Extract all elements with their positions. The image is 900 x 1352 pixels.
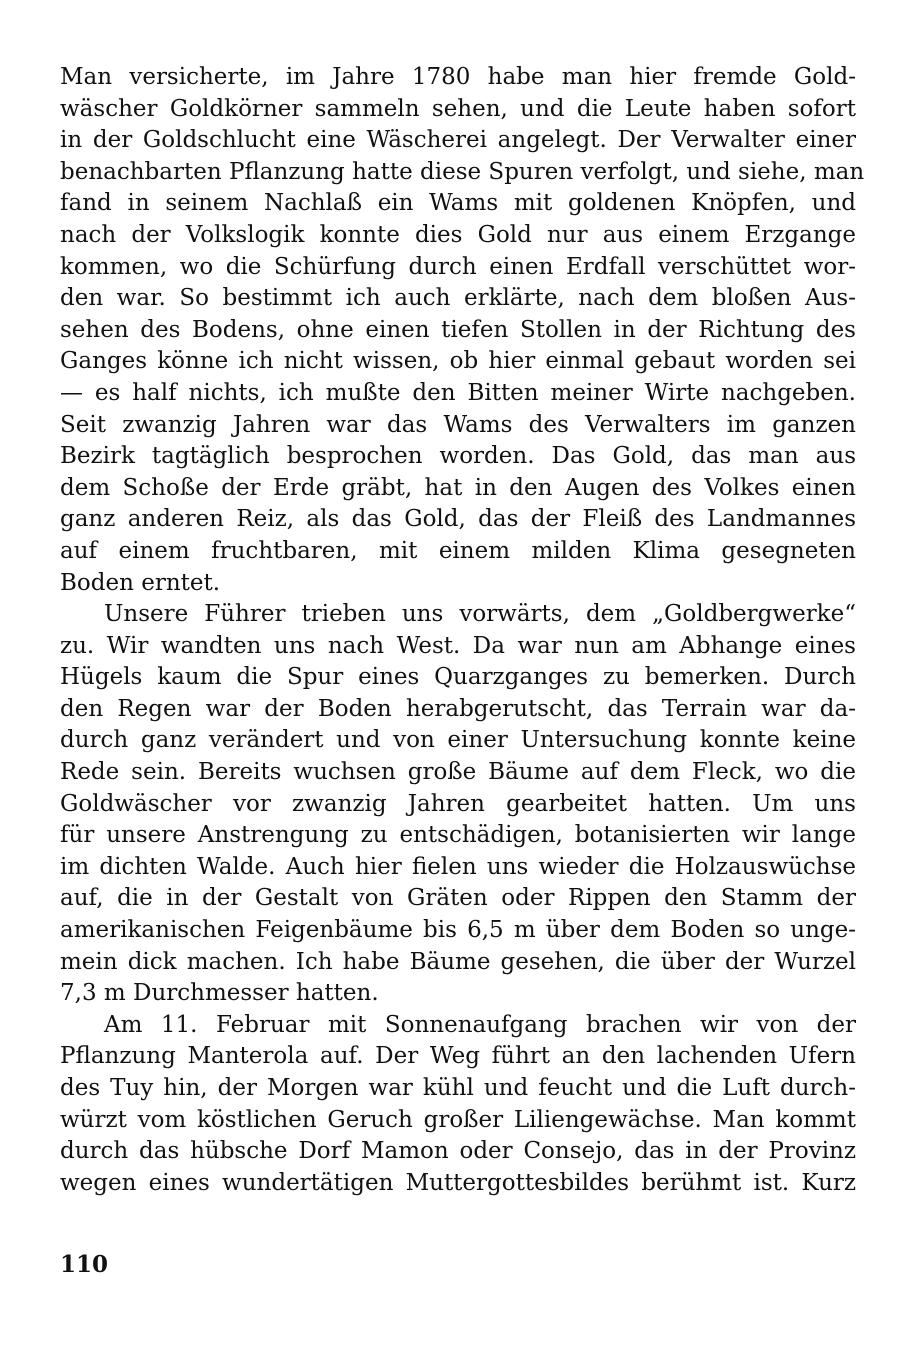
- text-line: sehen des Bodens, ohne einen tiefen Stollen in der Richtung des: [60, 316, 856, 343]
- text-line: den war. So bestimmt ich auch erklärte, nach dem bloßen Aus-: [60, 285, 856, 312]
- text-line: im dichten Walde. Auch hier fielen uns wieder die Holzauswüchse: [60, 853, 856, 880]
- text-line: durch das hübsche Dorf Mamon oder Consejo, das in der Provinz: [60, 1138, 856, 1165]
- text-line: dem Schoße der Erde gräbt, hat in den Augen des Volkes einen: [60, 474, 856, 501]
- text-line: nach der Volkslogik konnte dies Gold nur aus einem Erzgange: [60, 221, 856, 248]
- text-line: für unsere Anstrengung zu entschädigen, botanisierten wir lange: [60, 822, 856, 849]
- body-text: [60, 62, 865, 1199]
- text-line: Goldwäscher vor zwanzig Jahren gearbeitet hatten. Um uns: [60, 790, 856, 817]
- text-line: auf, die in der Gestalt von Gräten oder Rippen den Stamm der: [60, 885, 856, 912]
- paragraph-start-line: Am 11. Februar mit Sonnenaufgang brachen wir von der: [104, 1011, 856, 1038]
- text-line: wegen eines wundertätigen Muttergottesbildes berühmt ist. Kurz: [60, 1169, 856, 1196]
- text-line: in der Goldschlucht eine Wäscherei angelegt. Der Verwalter einer: [60, 127, 856, 154]
- text-line: Rede sein. Bereits wuchsen große Bäume auf dem Fleck, wo die: [60, 759, 856, 786]
- paragraph-end-line: Boden erntet.: [60, 569, 221, 596]
- text-line: — es half nichts, ich mußte den Bitten meiner Wirte nachgeben.: [60, 379, 856, 406]
- paragraph-start-line: Unsere Führer trieben uns vorwärts, dem „Goldbergwerke“: [104, 601, 856, 628]
- text-line: fand in seinem Nachlaß ein Wams mit goldenen Knöpfen, und: [60, 190, 856, 217]
- text-line: wäscher Goldkörner sammeln sehen, und die Leute haben sofort: [60, 95, 856, 122]
- text-line: des Tuy hin, der Morgen war kühl und feucht und die Luft durch-: [60, 1075, 856, 1101]
- text-line: benachbarten Pflanzung hatte diese Spuren verfolgt, und siehe, man: [60, 158, 865, 185]
- paragraph-end-line: 7,3 m Durchmesser hatten.: [60, 980, 379, 1007]
- text-line: Pflanzung Manterola auf. Der Weg führt an den lachenden Ufern: [60, 1043, 856, 1070]
- text-line: durch ganz verändert und von einer Untersuchung konnte keine: [60, 727, 856, 754]
- text-line: Ganges könne ich nicht wissen, ob hier einmal gebaut worden sei: [60, 348, 856, 375]
- text-line: den Regen war der Boden herabgerutscht, das Terrain war da-: [60, 695, 856, 722]
- text-line: auf einem fruchtbaren, mit einem milden Klima gesegneten: [60, 537, 856, 564]
- text-line: würzt vom köstlichen Geruch großer Liliengewächse. Man kommt: [60, 1106, 856, 1133]
- text-line: Seit zwanzig Jahren war das Wams des Verwalters im ganzen: [60, 411, 856, 438]
- text-line: Bezirk tagtäglich besprochen worden. Das Gold, das man aus: [60, 443, 856, 470]
- text-line: Hügels kaum die Spur eines Quarzganges zu bemerken. Durch: [60, 664, 856, 691]
- text-line: zu. Wir wandten uns nach West. Da war nun am Abhange eines: [60, 632, 856, 659]
- page-number: 110: [60, 1251, 109, 1278]
- text-line: ganz anderen Reiz, als das Gold, das der Fleiß des Landmannes: [60, 506, 856, 533]
- text-line: mein dick machen. Ich habe Bäume gesehen, die über der Wurzel: [60, 948, 856, 975]
- text-line: Man versicherte, im Jahre 1780 habe man hier fremde Gold-: [60, 64, 856, 90]
- text-line: kommen, wo die Schürfung durch einen Erdfall verschüttet wor-: [60, 253, 856, 280]
- text-line: amerikanischen Feigenbäume bis 6,5 m über dem Boden so unge-: [60, 917, 856, 944]
